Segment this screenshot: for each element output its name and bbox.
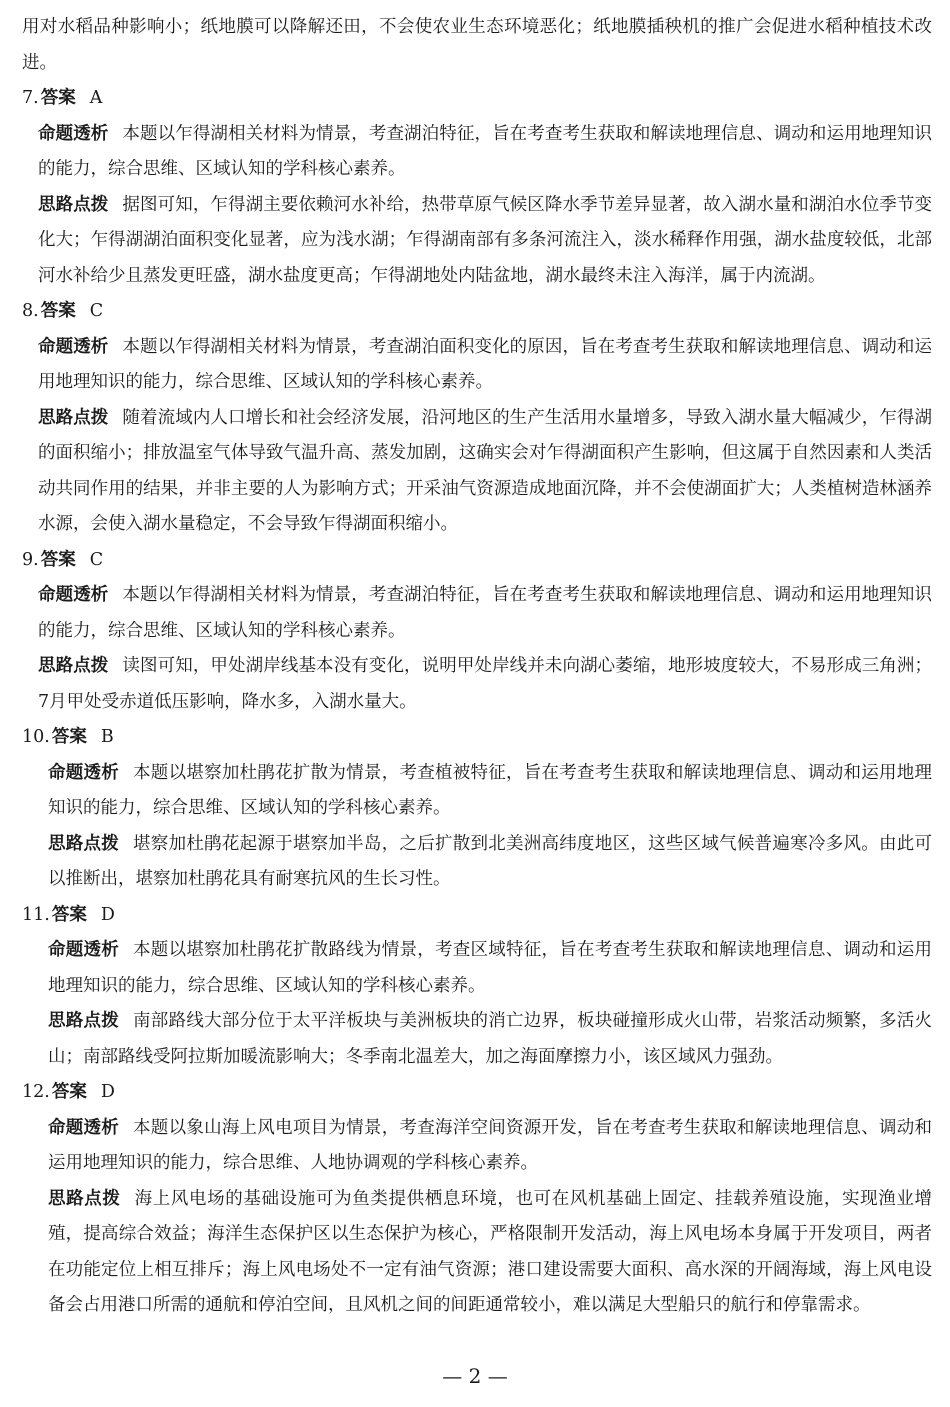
answer-letter: D xyxy=(100,904,115,925)
question-number: 10. xyxy=(22,727,50,747)
hint-label: 思路点拨 xyxy=(48,1011,120,1031)
hint-paragraph xyxy=(22,1004,932,1075)
question-11-header xyxy=(22,898,932,934)
hint-paragraph xyxy=(22,1182,932,1324)
question-7 xyxy=(22,81,932,294)
answer-letter: C xyxy=(89,549,104,570)
analysis-paragraph xyxy=(22,756,932,827)
answer-letter: D xyxy=(100,1082,115,1102)
intro-paragraph: 用对水稻品种影响小；纸地膜可以降解还田，不会使农业生态环境恶化；纸地膜插秧机的推广会促进水稻种植技术改进。 xyxy=(22,17,932,73)
hint-text: 海上风电场的基础设施可为鱼类提供栖息环境，也可在风机基础上固定、挂载养殖设施，实现渔业增殖，提高综合效益；海洋生态保护区以生态保护为核心，严格限制开发活动，海上风电场本身属于开发项目，两者在功能定位上相互排斥；海上风电场处不一定有油气资源；港口建设需要大面积、高水深的开阔海域，海上风电设备会占用港口所需的通航和停泊空间，且风机之间的间距通常较小，难以满足大型船只的航行和停靠需求。 xyxy=(48,1188,933,1315)
hint-label: 思路点拨 xyxy=(48,833,120,854)
hint-paragraph xyxy=(22,401,932,543)
question-number: 7. xyxy=(22,88,39,108)
analysis-text: 本题以乍得湖相关材料为情景，考查湖泊面积变化的原因，旨在考查考生获取和解读地理信息、调动和运用地理知识的能力，综合思维、区域认知的学科核心素养。 xyxy=(38,336,933,392)
hint-text: 随着流域内人口增长和社会经济发展，沿河地区的生产生活用水量增多，导致入湖水量大幅减少，乍得湖的面积缩小；排放温室气体导致气温升高、蒸发加剧，这确实会对乍得湖面积产生影响，但这属于自然因素和人类活动共同作用的结果，并非主要的人为影响方式；开采油气资源造成地面沉降，并不会使湖面扩大；人类植树造林涵养水源，会使入湖水量稳定，不会导致乍得湖面积缩小。 xyxy=(38,407,933,534)
hint-text: 堪察加杜鹃花起源于堪察加半岛，之后扩散到北美洲高纬度地区，这些区域气候普遍寒冷多风。由此可以推断出，堪察加杜鹃花具有耐寒抗风的生长习性。 xyxy=(48,833,933,889)
question-10 xyxy=(22,720,932,898)
analysis-label: 命题透析 xyxy=(48,762,120,783)
question-10-header xyxy=(22,720,932,756)
analysis-paragraph xyxy=(22,578,932,649)
answer-label: 答案 xyxy=(40,301,76,321)
question-12 xyxy=(22,1075,932,1324)
hint-text: 据图可知，乍得湖主要依赖河水补给，热带草原气候区降水季节差异显著，故入湖水量和湖泊水位季节变化大；乍得湖湖泊面积变化显著，应为浅水湖；乍得湖南部有多条河流注入，淡水稀释作用强，湖水盐度较低，北部河水补给少且蒸发更旺盛，湖水盐度更高；乍得湖地处内陆盆地，湖水最终未注入海洋，属于内流湖。 xyxy=(38,194,933,286)
answer-label: 答案 xyxy=(51,727,87,747)
question-number: 9. xyxy=(22,549,39,570)
analysis-paragraph xyxy=(22,330,932,401)
hint-label: 思路点拨 xyxy=(48,1188,121,1209)
page-number: — 2 — xyxy=(442,1364,508,1388)
answer-letter: A xyxy=(89,88,103,108)
answer-label: 答案 xyxy=(51,1082,87,1102)
analysis-text: 本题以象山海上风电项目为情景，考查海洋空间资源开发，旨在考查考生获取和解读地理信息、调动和运用地理知识的能力，综合思维、人地协调观的学科核心素养。 xyxy=(48,1117,933,1173)
hint-paragraph xyxy=(22,188,932,295)
hint-text: 读图可知，甲处湖岸线基本没有变化，说明甲处岸线并未向湖心萎缩，地形坡度较大，不易形成三角洲；7月甲处受赤道低压影响，降水多，入湖水量大。 xyxy=(38,656,933,712)
question-9 xyxy=(22,543,932,721)
question-12-header xyxy=(22,1075,932,1111)
hint-text: 南部路线大部分位于太平洋板块与美洲板块的消亡边界，板块碰撞形成火山带，岩浆活动频繁，多活火山；南部路线受阿拉斯加暖流影响大；冬季南北温差大，加之海面摩擦力小，该区域风力强劲。 xyxy=(48,1011,933,1067)
hint-label: 思路点拨 xyxy=(38,407,109,428)
answer-letter: C xyxy=(89,301,104,321)
answer-label: 答案 xyxy=(40,549,76,570)
analysis-paragraph xyxy=(22,1111,932,1182)
hint-paragraph xyxy=(22,827,932,898)
analysis-label: 命题透析 xyxy=(38,336,109,357)
answer-label: 答案 xyxy=(40,88,76,108)
analysis-text: 本题以堪察加杜鹃花扩散路线为情景，考查区域特征，旨在考查考生获取和解读地理信息、调动和运用地理知识的能力，综合思维、区域认知的学科核心素养。 xyxy=(48,940,933,996)
question-11 xyxy=(22,898,932,1076)
analysis-label: 命题透析 xyxy=(38,123,109,144)
hint-paragraph xyxy=(22,649,932,720)
answer-letter: B xyxy=(100,727,114,747)
analysis-text: 本题以乍得湖相关材料为情景，考查湖泊特征，旨在考查考生获取和解读地理信息、调动和运用地理知识的能力，综合思维、区域认知的学科核心素养。 xyxy=(38,585,933,641)
question-9-header xyxy=(22,543,932,579)
analysis-label: 命题透析 xyxy=(48,1117,120,1138)
answer-document xyxy=(22,10,932,1324)
question-8-header xyxy=(22,294,932,330)
hint-label: 思路点拨 xyxy=(38,656,109,676)
question-number: 12. xyxy=(22,1082,50,1102)
analysis-paragraph xyxy=(22,117,932,188)
answer-label: 答案 xyxy=(51,904,87,925)
analysis-label: 命题透析 xyxy=(38,585,109,605)
question-8 xyxy=(22,294,932,543)
question-number: 11. xyxy=(22,904,50,925)
analysis-paragraph xyxy=(22,933,932,1004)
question-7-header xyxy=(22,81,932,117)
hint-label: 思路点拨 xyxy=(38,194,109,215)
question-number: 8. xyxy=(22,301,39,321)
analysis-text: 本题以堪察加杜鹃花扩散为情景，考查植被特征，旨在考查考生获取和解读地理信息、调动和运用地理知识的能力，综合思维、区域认知的学科核心素养。 xyxy=(48,762,933,818)
analysis-text: 本题以乍得湖相关材料为情景，考查湖泊特征，旨在考查考生获取和解读地理信息、调动和运用地理知识的能力，综合思维、区域认知的学科核心素养。 xyxy=(38,123,933,179)
analysis-label: 命题透析 xyxy=(48,940,120,960)
